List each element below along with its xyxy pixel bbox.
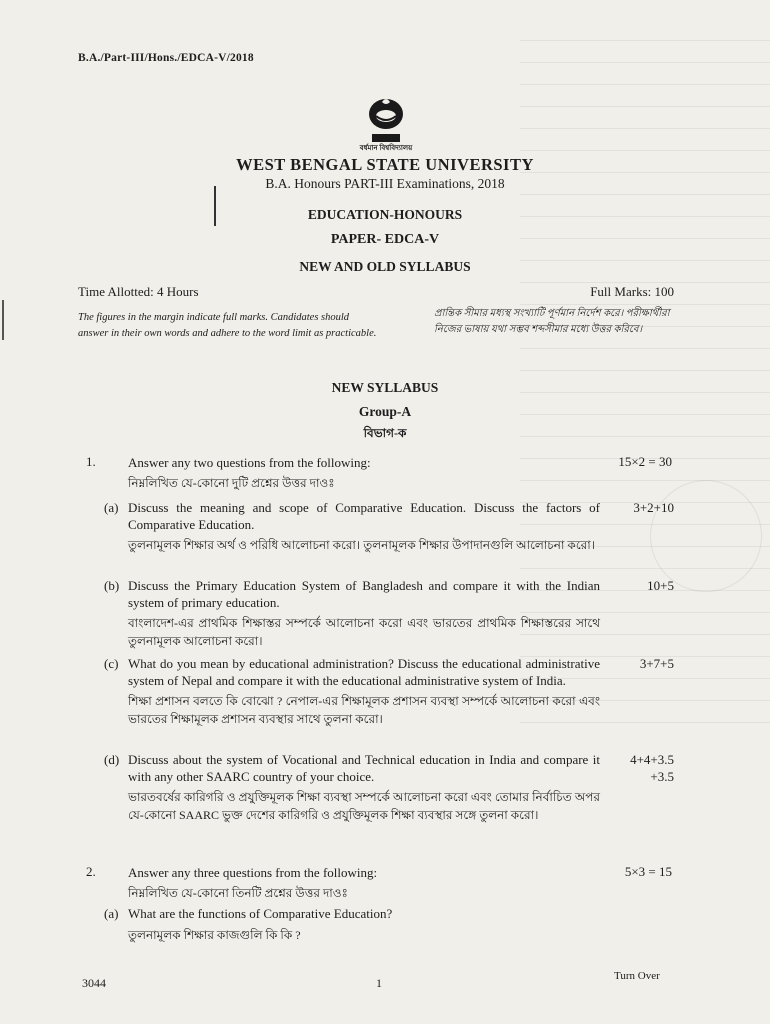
instructions-english: The figures in the margin indicate full marks. Candidates should answer in their own words and adhere to the word limit as practicable. [78,312,377,339]
subject-title: EDUCATION-HONOURS [307,207,463,222]
subquestion-text [128,752,600,824]
university-name: WEST BENGAL STATE UNIVERSITY [236,155,534,174]
subquestion-text [128,500,600,554]
subquestion-marks: 3+7+5 [639,656,674,671]
subquestion-bengali: তুলনামূলক শিক্ষার কাজগুলি কি কি ? [128,927,301,942]
subquestion-bengali: শিক্ষা প্রশাসন বলতে কি বোঝো ? নেপাল-এর শিক্ষামূলক প্রশাসন ব্যবস্থা সম্পর্কে আলোচনা করো এবং ভারতের শিক্ষামূলক প্রশাসন ব্যবস্থার সাথে তুলনা করো। [128,694,600,726]
question-instruction-text: Answer any three questions from the following: [128,865,378,880]
faint-stamp [650,480,762,592]
subquestion-marks: 4+4+3.5 +3.5 [630,752,674,784]
subquestion-label: (a) [104,906,119,921]
syllabus-title: NEW AND OLD SYLLABUS [299,259,471,274]
subquestion-english: Discuss the Primary Education System of Bangladesh and compare it with the Indian system of primary education. [128,578,600,610]
group-title-bengali: বিভাগ-ক [363,426,407,440]
seal-text: বর্ধমান বিশ্ববিদ্যালয় [359,144,413,152]
subquestion-english: What do you mean by educational administration? Discuss the educational administrative system of Nepal and compare it with the educational administrative system of India. [128,656,600,688]
full-marks: Full Marks: 100 [590,284,674,299]
question-number: 2. [86,864,96,879]
question-instruction-bengali: নিম্নলিখিত যে-কোনো তিনটি প্রশ্নের উত্তর দাওঃ [128,886,348,900]
paper-title: PAPER- EDCA-V [330,232,440,247]
question-marks: 5×3 = 15 [624,864,672,879]
subquestion-bengali: বাংলাদেশ-এর প্রাথমিক শিক্ষাস্তর সম্পর্কে আলোচনা করো এবং ভারতের প্রাথমিক শিক্ষাস্তরের সাথে তুলনামূলক আলোচনা করো। [128,616,600,648]
question-marks: 15×2 = 30 [618,454,672,469]
question-number: 1. [86,454,96,469]
question-instruction [128,454,598,492]
subquestion-english: Discuss about the system of Vocational and Technical education in India and compare it with any other SAARC country of your choice. [128,752,600,784]
subquestion-label: (a) [104,500,119,515]
section-title: NEW SYLLABUS [331,380,439,395]
question-instruction-text: Answer any two questions from the following: [128,455,371,470]
question-instruction [128,864,598,902]
subquestion-english: Discuss the meaning and scope of Comparative Education. Discuss the factors of Comparative Education. [128,500,600,532]
subquestion-english: What are the functions of Comparative Education? [128,906,393,921]
question-instruction-bengali: নিম্নলিখিত যে-কোনো দুটি প্রশ্নের উত্তর দাওঃ [128,476,335,490]
page-number: 1 [376,976,382,990]
subquestion-marks: 10+5 [647,578,674,593]
subquestion-text [128,656,600,728]
subquestion-text [128,578,600,650]
exam-title: B.A. Honours PART-III Examinations, 2018 [265,176,505,191]
group-title: Group-A [358,404,412,419]
subquestion-label: (b) [104,578,120,593]
subquestion-text [128,906,600,944]
subquestion-marks: 3+2+10 [633,500,674,515]
turn-over: Turn Over [614,970,660,982]
instructions-bengali: প্রান্তিক সীমার মধ্যস্থ সংখ্যাটি পূর্ণমান নির্দেশ করে। পরীক্ষার্থীরা নিজের ভাষায় যথা সম্ভব শব্দসীমার মধ্যে উত্তর করিবে। [434,308,670,335]
paper-code: B.A./Part-III/Hons./EDCA-V/2018 [78,52,254,64]
time-allotted: Time Allotted: 4 Hours [78,284,199,299]
margin-mark [2,300,4,340]
subquestion-bengali: ভারতবর্ষের কারিগরি ও প্রযুক্তিমূলক শিক্ষা ব্যবস্থা সম্পর্কে আলোচনা করো এবং তোমার নির্বাচিত অপর যে-কোনো SAARC ভুক্ত দেশের কারিগরি ও প্রযুক্তিমূলক শিক্ষা ব্যবস্থার সঙ্গে তুলনা করো। [128,790,600,822]
subquestion-label: (c) [104,656,119,671]
subquestion-bengali: তুলনামূলক শিক্ষার অর্থ ও পরিধি আলোচনা করো। তুলনামূলক শিক্ষার উপাদানগুলি আলোচনা করো। [128,538,596,552]
subquestion-label: (d) [104,752,120,767]
footer-code: 3044 [82,976,106,990]
